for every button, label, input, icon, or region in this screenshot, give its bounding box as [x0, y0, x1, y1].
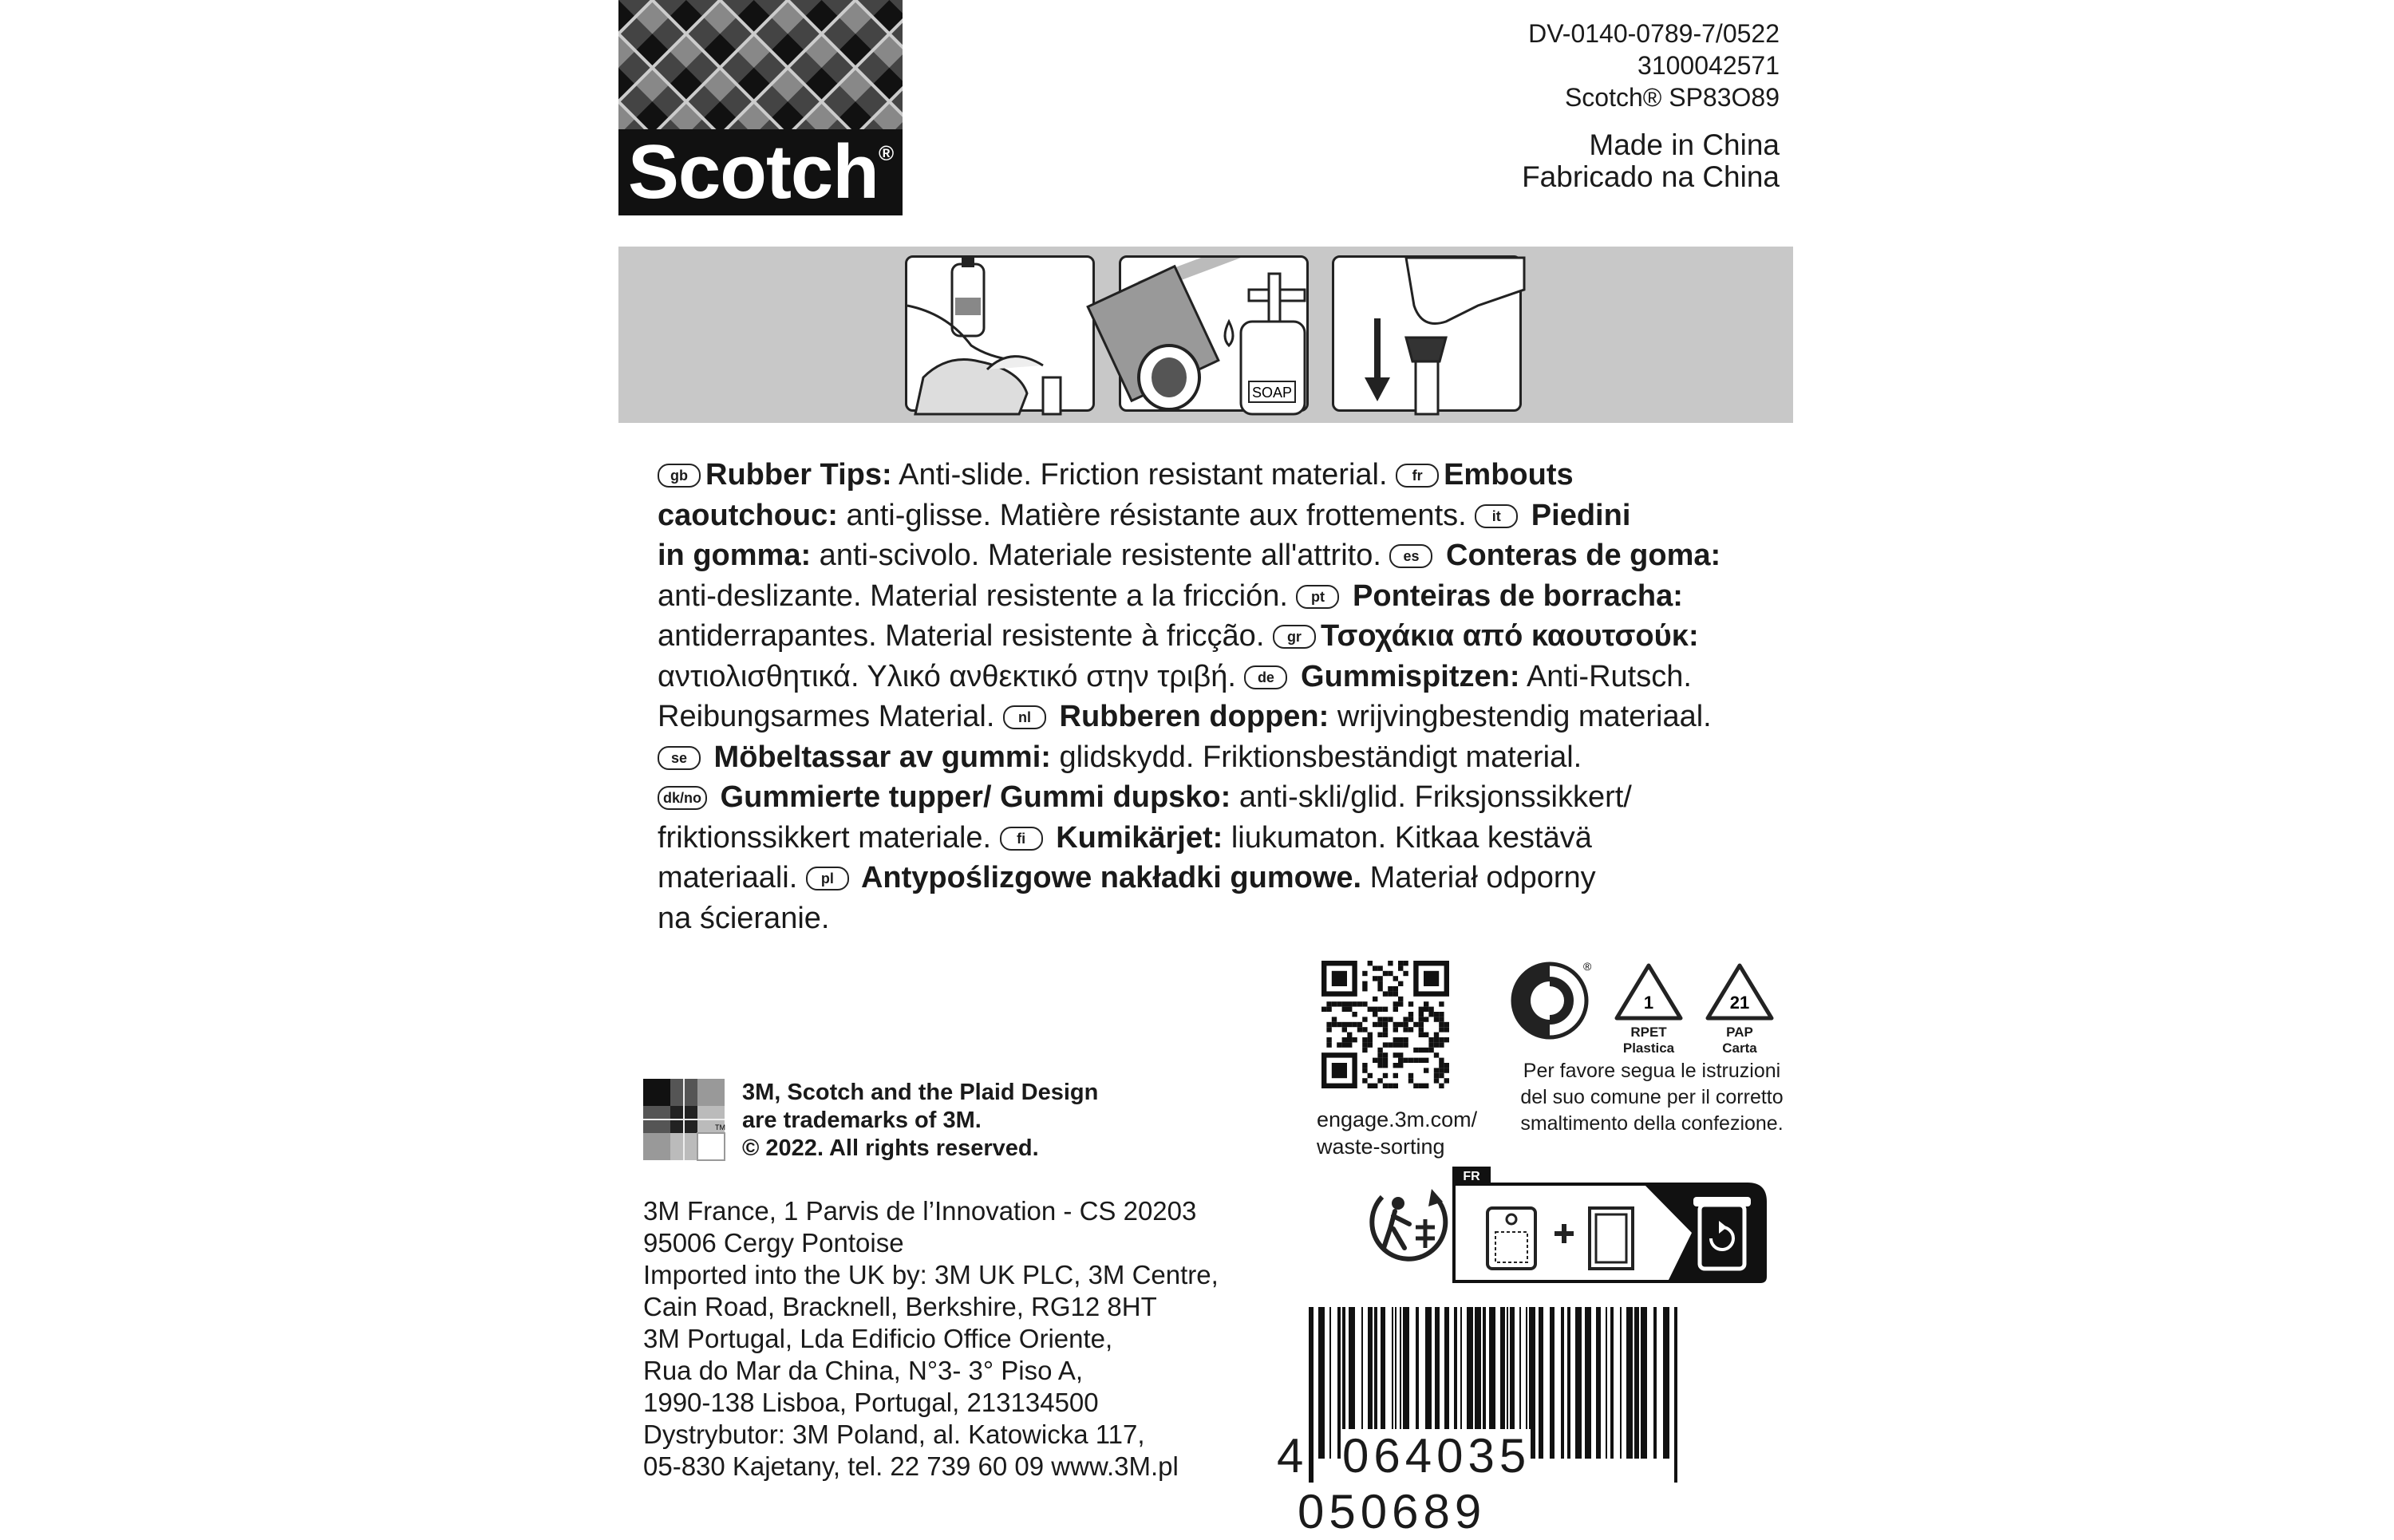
address-line: 05-830 Kajetany, tel. 22 739 60 09 www.3M.pl [643, 1451, 1179, 1481]
description-text: anti-scivolo. Materiale resistente all'attrito. [811, 539, 1390, 572]
description-text: na ścieranie. [658, 901, 830, 935]
recycle-triangle-icon [1609, 961, 1689, 1025]
description-text: anti-skli/glid. Friksjonssikkert/ [1231, 780, 1632, 814]
description-line [658, 898, 1775, 939]
ean-first-digit: 4 [1277, 1429, 1309, 1483]
language-code-badge: es [1389, 544, 1432, 568]
product-name-heading: Möbeltassar av gummi: [705, 740, 1051, 774]
made-in-pt: Fabricado na China [1522, 160, 1780, 193]
language-code-badge: se [658, 746, 701, 770]
svg-text:FR: FR [1463, 1170, 1480, 1183]
green-dot-recycling-icon [1510, 961, 1590, 1040]
language-code-badge: pl [806, 867, 849, 890]
description-line [658, 858, 1775, 898]
made-in-en: Made in China [1589, 128, 1780, 161]
language-code-badge: it [1475, 504, 1518, 528]
product-name-heading: caoutchouc: [658, 498, 838, 532]
language-code-badge: nl [1003, 705, 1046, 729]
description-text: Anti-slide. Friction resistant material. [891, 458, 1396, 492]
ean-number [1277, 1428, 1708, 1540]
product-name-heading: Rubber Tips: [705, 458, 892, 492]
disposal-instructions-it: Per favore segua le istruzioni del suo comune per il corretto smaltimento della confezione. [1520, 1060, 1784, 1135]
description-line [658, 818, 1775, 859]
multilingual-description [658, 455, 1775, 938]
product-code-number: 3100042571 [1637, 51, 1780, 80]
product-name-heading: Embouts [1444, 458, 1574, 492]
qr-url-line1: engage.3m.com/ [1317, 1108, 1478, 1131]
origin-info [1522, 129, 1780, 193]
description-text: Materiał odporny [1361, 861, 1596, 894]
svg-text:1: 1 [1643, 993, 1654, 1013]
product-name-heading: Τσοχάκια από καουτσούκ: [1320, 619, 1699, 653]
product-name-heading: Rubberen doppen: [1050, 700, 1329, 733]
address-line: Imported into the UK by: 3M UK PLC, 3M Centre, [643, 1260, 1219, 1289]
description-line [658, 657, 1775, 697]
press-on-tip-icon [1332, 255, 1522, 412]
company-addresses [643, 1195, 1219, 1483]
address-line: 3M France, 1 Parvis de l’Innovation - CS 20203 [643, 1196, 1197, 1226]
language-code-badge: pt [1296, 585, 1339, 609]
language-code-badge: gb [658, 464, 701, 488]
clean-surface-icon [905, 255, 1095, 412]
description-line [658, 455, 1775, 496]
ean-group-1: 064035 [1342, 1429, 1531, 1483]
product-name-heading: Antypoślizgowe nakładki gumowe. [853, 861, 1362, 894]
description-line [658, 616, 1775, 657]
svg-text:21: 21 [1729, 993, 1750, 1013]
address-line: Cain Road, Bracknell, Berkshire, RG12 8HT [643, 1292, 1157, 1321]
description-text: anti-deslizante. Material resistente a la fricción. [658, 578, 1297, 613]
trademark-notice: 3M, Scotch and the Plaid Design are trademarks of 3M. © 2022. All rights reserved. [742, 1080, 1099, 1161]
description-text: Reibungsarmes Material. [658, 700, 1003, 733]
description-text: Anti-Rutsch. [1519, 659, 1692, 693]
svg-text:TM: TM [715, 1123, 725, 1131]
description-text: antiderrapantes. Material resistente à fricção. [658, 619, 1273, 653]
resin-21-label: PAP Carta [1722, 1025, 1757, 1056]
fr-sorting-panel [1452, 1167, 1768, 1283]
description-text: αντιολισθητικά. Υλικό ανθεκτικό στην τριβή. [658, 659, 1245, 693]
language-code-badge: fr [1396, 464, 1439, 488]
product-name-heading: Kumikärjet: [1047, 820, 1223, 855]
product-name-heading: in gomma: [658, 539, 812, 572]
description-line [658, 697, 1775, 737]
address-line: 1990-138 Lisboa, Portugal, 213134500 [643, 1388, 1099, 1417]
svg-text:®: ® [1583, 960, 1592, 973]
soap-lubricate-icon [1119, 255, 1309, 412]
qr-url [1317, 1106, 1477, 1160]
address-line: 3M Portugal, Lda Edificio Office Oriente, [643, 1324, 1113, 1353]
language-code-badge: fi [1000, 827, 1043, 851]
recycle-triangle-icon [1700, 961, 1780, 1025]
description-line [658, 777, 1775, 818]
description-line [658, 535, 1775, 576]
brand-wordmark: Scotch® [627, 129, 894, 215]
language-code-badge: de [1244, 665, 1287, 689]
plaid-pattern-icon [618, 0, 903, 129]
description-line [658, 576, 1775, 617]
description-text: materiaali. [658, 861, 806, 894]
address-line: Rua do Mar da China, N°3- 3° Piso A, [643, 1356, 1083, 1385]
address-line: 95006 Cergy Pontoise [643, 1228, 904, 1258]
resin-1-label: RPET Plastica [1622, 1025, 1675, 1056]
description-text: friktionssikkert materiale. [658, 820, 1000, 855]
language-code-badge: dk/no [658, 786, 707, 810]
triman-icon [1366, 1181, 1452, 1267]
description-text: liukumaton. Kitkaa kestävä [1223, 820, 1592, 855]
qr-code-icon[interactable] [1321, 961, 1449, 1088]
language-code-badge: gr [1273, 625, 1316, 649]
scotch-logo [618, 0, 903, 215]
description-line [658, 737, 1775, 778]
address-line: Dystrybutor: 3M Poland, al. Katowicka 117, [643, 1420, 1145, 1449]
qr-url-line2: waste-sorting [1317, 1135, 1445, 1159]
product-name-heading: Piedini [1523, 498, 1631, 532]
product-name-heading: Gummierte tupper/ Gummi dupsko: [712, 780, 1231, 814]
description-text: anti-glisse. Matière résistante aux frottements. [837, 498, 1476, 532]
product-code-dv: DV-0140-0789-7/0522 [1528, 19, 1780, 48]
description-line [658, 496, 1775, 536]
product-name-heading: Ponteiras de borracha: [1344, 578, 1683, 613]
product-model: Scotch® SP83O89 [1564, 83, 1780, 112]
product-name-heading: Gummispitzen: [1292, 659, 1520, 693]
soap-label: SOAP [1251, 385, 1293, 401]
description-text: wrijvingbestendig materiaal. [1329, 700, 1712, 733]
ean-group-2: 050689 [1298, 1485, 1487, 1538]
description-text: glidskydd. Friktionsbeständigt material. [1050, 740, 1582, 774]
plaid-trademark-icon [643, 1079, 725, 1160]
product-name-heading: Conteras de goma: [1437, 539, 1721, 572]
product-codes [1528, 18, 1780, 113]
